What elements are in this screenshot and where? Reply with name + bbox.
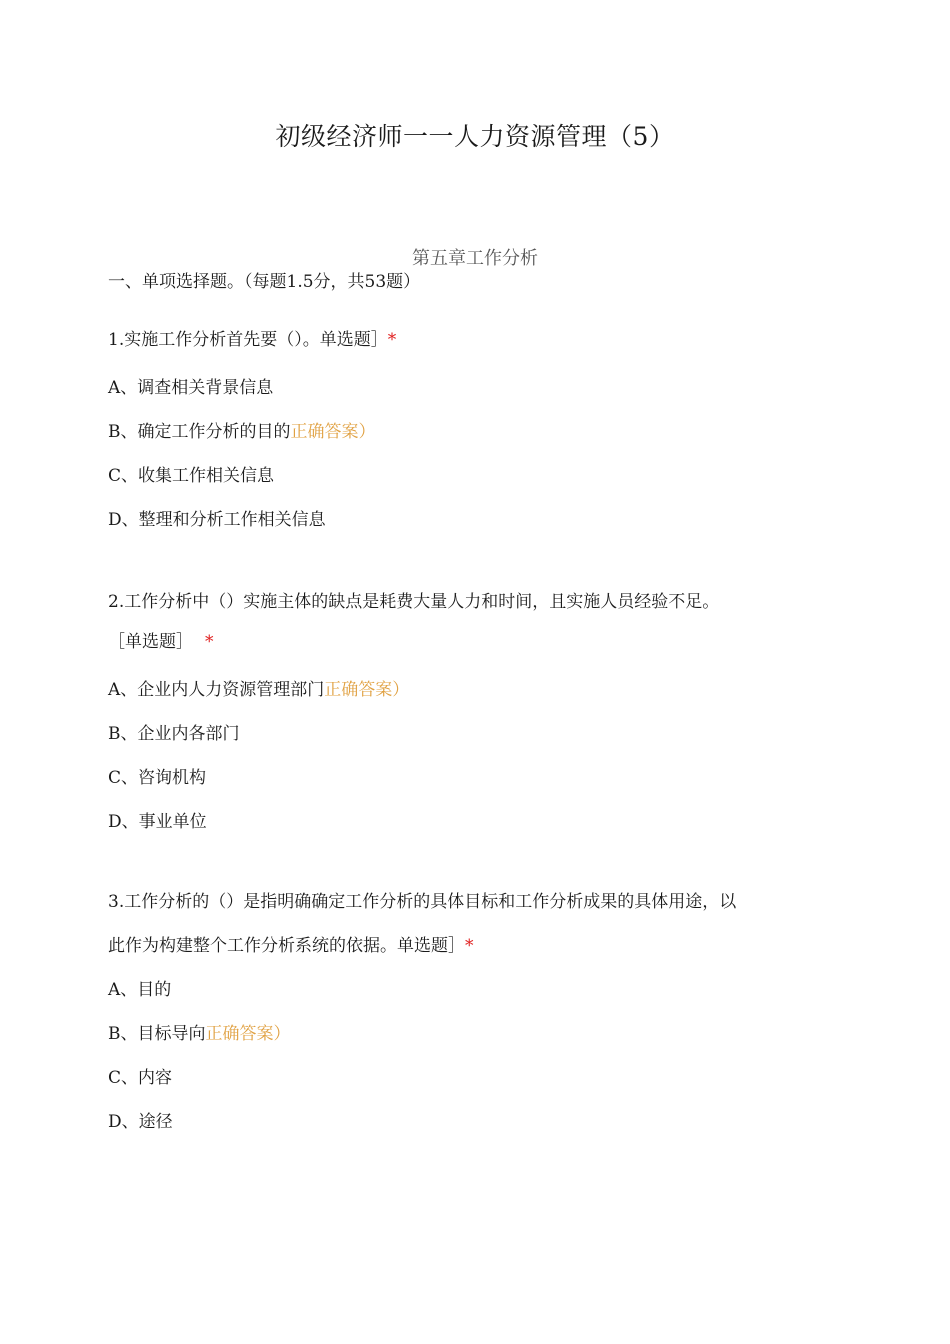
correct-answer-label: 正确答案） [324,680,410,700]
option-text: B、目标导向 [108,1024,206,1044]
question-text: ［单选题］ [108,632,193,652]
question-2-option-c [108,763,206,788]
section-heading: 一、单项选择题。（每题1.5分，共53题） [108,272,421,292]
question-1-option-a [108,373,273,398]
option-text: D、整理和分析工作相关信息 [108,510,326,530]
option-text: A、调查相关背景信息 [108,378,274,398]
question-3-option-c [108,1063,172,1088]
question-3-option-d [108,1107,173,1132]
question-text: 此作为构建整个工作分析系统的依据。单选题］ [108,936,465,956]
correct-answer-label: 正确答案） [205,1024,291,1044]
question-2-option-b [108,719,240,744]
question-3-stem-line-1: 3.工作分析的（）是指明确确定工作分析的具体目标和工作分析成果的具体用途，以 [108,892,737,912]
required-star-icon: * [205,632,214,652]
question-3-option-b [108,1019,291,1044]
option-text: B、确定工作分析的目的 [108,422,291,442]
option-text: A、目的 [108,980,172,1000]
question-2-option-d [108,807,207,832]
question-1-option-d [108,505,326,530]
question-2-stem-line-1: 2.工作分析中（）实施主体的缺点是耗费大量人力和时间，且实施人员经验不足。 [108,592,720,612]
question-3-stem-line-2 [108,931,474,956]
option-text: C、内容 [108,1068,173,1088]
question-2-option-a [108,675,409,700]
question-text: 1.实施工作分析首先要（）。单选题］ [108,330,388,350]
option-text: A、企业内人力资源管理部门 [108,680,325,700]
question-1-option-b [108,417,376,442]
question-3-option-a [108,975,171,1000]
question-1-stem [108,325,396,350]
required-star-icon: * [465,936,474,956]
question-2-stem-line-2 [108,627,214,652]
option-text: C、收集工作相关信息 [108,466,275,486]
option-text: B、企业内各部门 [108,724,240,744]
required-star-icon: * [387,330,397,350]
option-text: D、途径 [108,1112,173,1132]
option-text: D、事业单位 [108,812,207,832]
document-title: 初级经济师一一人力资源管理（5） [275,122,675,151]
question-1-option-c [108,461,274,486]
option-text: C、咨询机构 [108,768,207,788]
chapter-heading: 第五章工作分析 [412,248,538,269]
correct-answer-label: 正确答案） [290,422,376,442]
